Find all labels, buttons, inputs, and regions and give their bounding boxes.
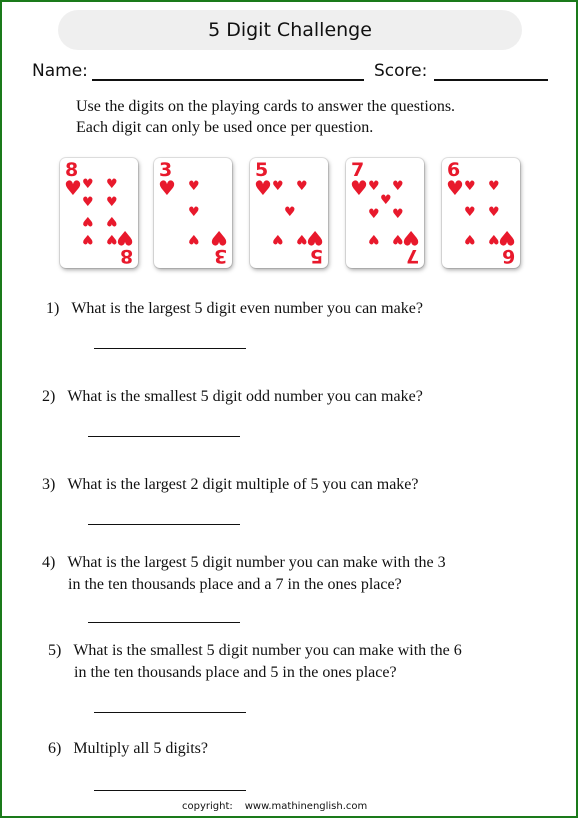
- heart-icon: ♥: [64, 176, 82, 200]
- playing-card-6: [442, 158, 520, 268]
- heart-icon: ♥: [368, 231, 380, 246]
- question-1: [46, 298, 423, 320]
- heart-icon: ♥: [464, 231, 476, 246]
- card-rank: 3: [213, 245, 227, 267]
- heart-icon: ♥: [498, 226, 516, 250]
- card-rank: 5: [309, 245, 323, 267]
- card-rank: 6: [501, 245, 515, 267]
- question-text: What is the largest 5 digit even number you can make?: [71, 300, 423, 317]
- heart-icon: ♥: [254, 176, 272, 200]
- question-number: 3): [42, 476, 56, 493]
- copyright-label: copyright:: [182, 801, 233, 812]
- heart-icon: ♥: [106, 177, 118, 192]
- heart-icon: ♥: [464, 179, 476, 194]
- question-text: What is the smallest 5 digit number you can make with the 6: [73, 642, 462, 659]
- score-answer-line[interactable]: [434, 79, 548, 81]
- heart-icon: ♥: [488, 205, 500, 220]
- heart-icon: ♥: [158, 176, 176, 200]
- heart-icon: ♥: [350, 176, 368, 200]
- answer-line-3[interactable]: [88, 524, 240, 525]
- question-number: 4): [42, 554, 56, 571]
- card-rank: 7: [405, 245, 419, 267]
- heart-icon: ♥: [106, 213, 118, 228]
- playing-cards: [2, 154, 576, 272]
- heart-icon: ♥: [272, 179, 284, 194]
- heart-icon: ♥: [464, 205, 476, 220]
- heart-icon: ♥: [380, 193, 392, 208]
- heart-icon: ♥: [188, 179, 200, 194]
- card-rank: 8: [119, 245, 133, 267]
- heart-icon: ♥: [82, 231, 94, 246]
- card-rank: 6: [447, 159, 461, 181]
- question-6: [48, 738, 208, 760]
- instructions: [76, 96, 556, 138]
- copyright-footer: [182, 801, 367, 812]
- heart-icon: ♥: [392, 179, 404, 194]
- answer-line-5[interactable]: [94, 712, 246, 713]
- question-number: 5): [48, 642, 62, 659]
- question-text: Multiply all 5 digits?: [73, 740, 208, 757]
- heart-icon: ♥: [106, 231, 118, 246]
- heart-icon: ♥: [116, 226, 134, 250]
- card-rank: 3: [159, 159, 173, 181]
- question-text: in the ten thousands place and a 7 in the ones place?: [68, 576, 402, 593]
- playing-card-8: [60, 158, 138, 268]
- heart-icon: ♥: [368, 179, 380, 194]
- heart-icon: ♥: [368, 207, 380, 222]
- question-text: What is the largest 2 digit multiple of 5 you can make?: [67, 476, 419, 493]
- score-label: Score:: [374, 61, 428, 81]
- name-label: Name:: [32, 61, 88, 81]
- question-number: 2): [42, 388, 56, 405]
- heart-icon: ♥: [284, 205, 296, 220]
- question-3: [42, 474, 419, 496]
- heart-icon: ♥: [488, 179, 500, 194]
- instruction-line: Each digit can only be used once per question.: [76, 119, 374, 136]
- heart-icon: ♥: [82, 195, 94, 210]
- playing-card-5: [250, 158, 328, 268]
- playing-card-7: [346, 158, 424, 268]
- heart-icon: ♥: [296, 179, 308, 194]
- heart-icon: ♥: [488, 231, 500, 246]
- heart-icon: ♥: [188, 231, 200, 246]
- answer-line-2[interactable]: [88, 436, 240, 437]
- instruction-line: Use the digits on the playing cards to answer the questions.: [76, 98, 456, 115]
- heart-icon: ♥: [296, 231, 308, 246]
- heart-icon: ♥: [210, 226, 228, 250]
- question-number: 6): [48, 740, 62, 757]
- site-link[interactable]: www.mathinenglish.com: [244, 801, 368, 812]
- heart-icon: ♥: [446, 176, 464, 200]
- page-title: 5 Digit Challenge: [58, 10, 522, 50]
- card-rank: 7: [351, 159, 365, 181]
- card-rank: 5: [255, 159, 269, 181]
- heart-icon: ♥: [272, 231, 284, 246]
- answer-line-4[interactable]: [88, 622, 240, 623]
- heart-icon: ♥: [82, 177, 94, 192]
- question-text: in the ten thousands place and 5 in the ones place?: [74, 664, 397, 681]
- card-rank: 8: [65, 159, 79, 181]
- heart-icon: ♥: [106, 195, 118, 210]
- question-text: What is the largest 5 digit number you can make with the 3: [67, 554, 446, 571]
- heart-icon: ♥: [392, 207, 404, 222]
- heart-icon: ♥: [306, 226, 324, 250]
- heart-icon: ♥: [392, 231, 404, 246]
- playing-card-3: [154, 158, 232, 268]
- question-text: What is the smallest 5 digit odd number you can make?: [67, 388, 423, 405]
- question-4: [42, 552, 446, 596]
- question-5: [48, 640, 462, 684]
- heart-icon: ♥: [188, 205, 200, 220]
- student-header: [32, 61, 552, 85]
- question-number: 1): [46, 300, 60, 317]
- heart-icon: ♥: [402, 226, 420, 250]
- answer-line-6[interactable]: [94, 790, 246, 791]
- name-answer-line[interactable]: [92, 79, 364, 81]
- answer-line-1[interactable]: [94, 348, 246, 349]
- heart-icon: ♥: [82, 213, 94, 228]
- question-2: [42, 386, 423, 408]
